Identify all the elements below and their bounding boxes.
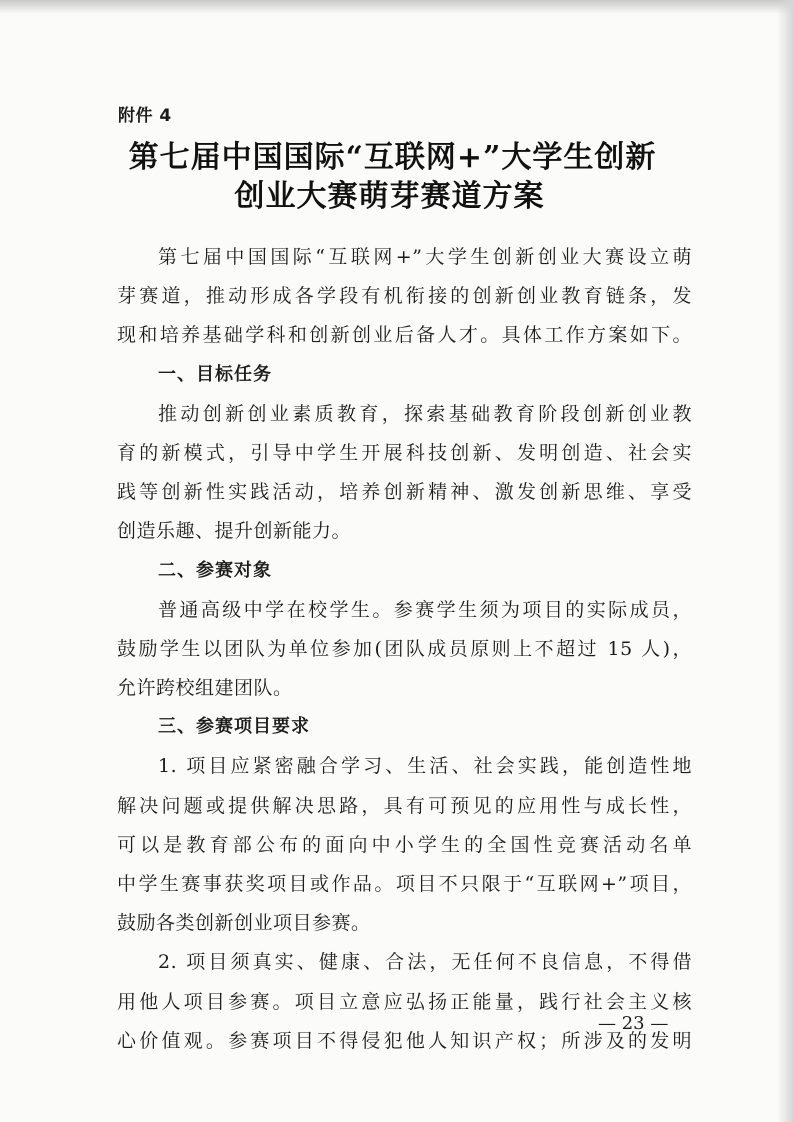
requirement-2-line: 用他人项目参赛。项目立意应弘扬正能量，践行社会主义核 [117, 990, 692, 1013]
document-body [117, 242, 692, 1065]
page-number: — 23 — [598, 1013, 669, 1034]
requirement-2-line: 心价值观。参赛项目不得侵犯他人知识产权；所涉及的发明 [117, 1029, 692, 1052]
intro-line: 第七届中国国际“互联网+”大学生创新创业大赛设立萌 [158, 246, 692, 268]
requirement-1-line: 1. 项目应紧密融合学习、生活、社会实践，能创造性地 [158, 755, 692, 778]
intro-line: 现和培养基础学科和创新创业后备人才。具体工作方案如下。 [117, 324, 692, 347]
requirement-1-line: 鼓励各类创新创业项目参赛。 [117, 912, 371, 935]
document-title-line-2: 创业大赛萌芽赛道方案 [234, 179, 545, 214]
intro-line: 芽赛道，推动形成各学段有机衔接的创新创业教育链条，发 [117, 285, 692, 308]
requirement-1-line: 中学生赛事获奖项目或作品。项目不只限于“互联网+”项目， [117, 873, 692, 895]
goals-line: 创造乐趣、提升创新能力。 [117, 520, 352, 543]
section-heading-project-requirements: 三、参赛项目要求 [158, 716, 310, 738]
section-heading-goals: 一、目标任务 [158, 363, 272, 385]
goals-line: 育的新模式，引导中学生开展科技创新、发明创造、社会实 [117, 441, 692, 464]
goals-line: 践等创新性实践活动，培养创新精神、激发创新思维、享受 [117, 481, 692, 504]
attachment-label: 附件 4 [118, 106, 172, 126]
requirement-2-line: 2. 项目须真实、健康、合法，无任何不良信息，不得借 [158, 951, 692, 974]
requirement-1-line: 可以是教育部公布的面向中小学生的全国性竞赛活动名单 [117, 833, 692, 856]
requirement-1-line: 解决问题或提供解决思路，具有可预见的应用性与成长性， [117, 794, 692, 817]
document-title-line-1: 第七届中国国际“互联网+”大学生创新 [128, 140, 657, 175]
scan-top-edge [0, 0, 793, 14]
participants-line: 允许跨校组建团队。 [117, 677, 293, 700]
section-heading-participants: 二、参赛对象 [158, 559, 272, 581]
participants-line: 鼓励学生以团队为单位参加(团队成员原则上不超过 15 人)， [117, 637, 692, 660]
participants-line: 普通高级中学在校学生。参赛学生须为项目的实际成员， [158, 598, 692, 621]
goals-line: 推动创新创业素质教育，探索基础教育阶段创新创业教 [158, 402, 692, 425]
